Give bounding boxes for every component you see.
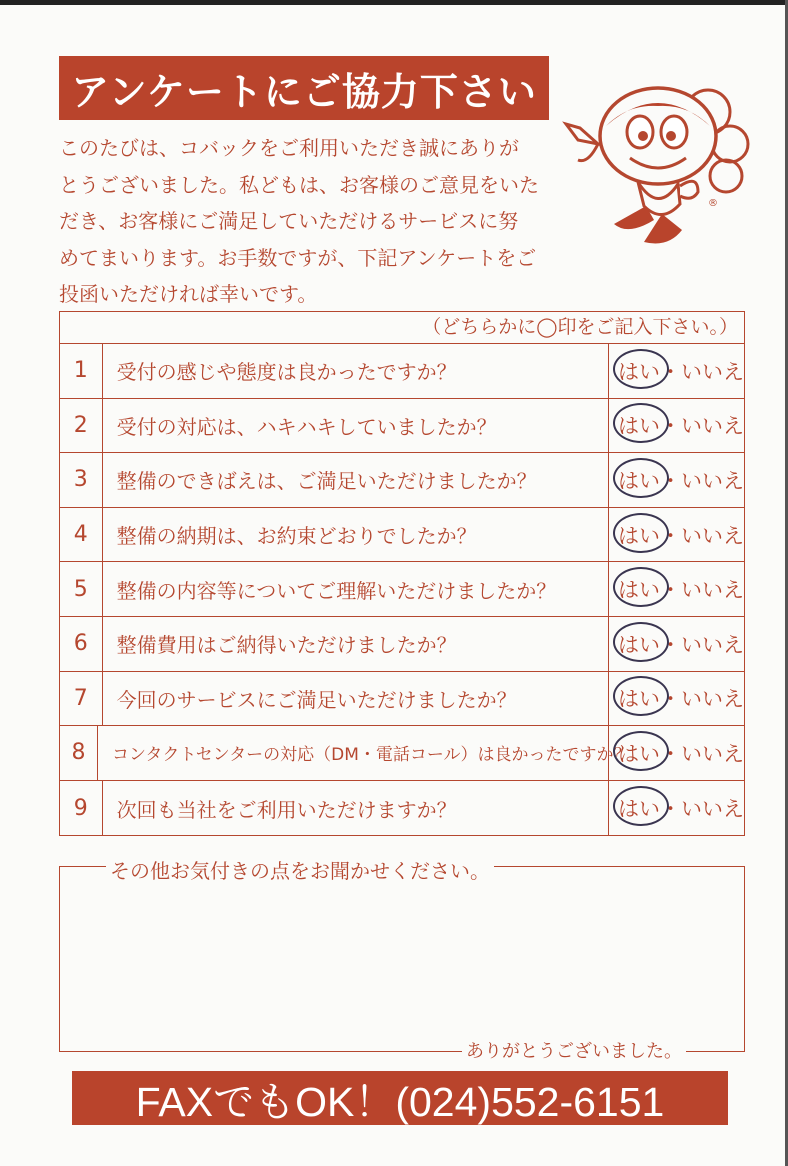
answer-yes[interactable]: はい	[618, 356, 660, 386]
answer-no[interactable]: いいえ	[681, 578, 744, 603]
answer-no[interactable]: いいえ	[681, 632, 744, 657]
question-number: 5	[60, 562, 103, 616]
answer-no[interactable]: いいえ	[681, 741, 744, 766]
question-number: 8	[60, 726, 98, 780]
survey-instruction: （どちらかに◯印をご記入下さい。）	[60, 312, 744, 344]
question-number: 2	[60, 399, 103, 453]
intro-line: めてまいります。お手数ですが、下記アンケートをご	[59, 245, 537, 270]
answer-yes[interactable]: はい	[618, 683, 660, 713]
survey-row	[60, 562, 744, 617]
answer-no[interactable]: いいえ	[681, 523, 744, 548]
answer-options[interactable]	[609, 508, 744, 562]
answer-no[interactable]: いいえ	[681, 687, 744, 712]
intro-text	[59, 130, 559, 313]
question-number: 1	[60, 344, 103, 398]
answer-options[interactable]	[609, 672, 744, 726]
question-text: 次回も当社をご利用いただけますか？	[103, 781, 609, 836]
question-text: 整備費用はご納得いただけましたか？	[103, 617, 609, 671]
answer-separator: ・	[660, 468, 681, 493]
answer-options[interactable]	[609, 344, 744, 398]
survey-row	[60, 344, 744, 399]
survey-row	[60, 508, 744, 563]
intro-line: このたびは、コバックをご利用いただき誠にありが	[59, 136, 519, 160]
answer-separator: ・	[660, 687, 681, 712]
intro-line: だき、お客様にご満足していただけるサービスに努	[59, 209, 519, 233]
answer-separator: ・	[660, 359, 681, 384]
question-text: コンタクトセンターの対応（DM・電話コール）は良かったですか？	[98, 726, 609, 780]
answer-options[interactable]	[609, 617, 744, 671]
answer-separator: ・	[660, 741, 681, 766]
answer-yes[interactable]: はい	[618, 793, 660, 823]
question-number: 4	[60, 508, 103, 562]
mascot-character-icon	[558, 74, 758, 254]
thanks-text: ありがとうございました。	[462, 1037, 686, 1063]
answer-yes[interactable]: はい	[618, 574, 660, 604]
intro-line: とうございました。私どもは、お客様のご意見をいた	[59, 172, 539, 197]
survey-row	[60, 781, 744, 836]
answer-no[interactable]: いいえ	[681, 359, 744, 384]
question-text: 今回のサービスにご満足いただけましたか？	[103, 672, 609, 726]
answer-options[interactable]	[609, 399, 744, 453]
answer-separator: ・	[660, 632, 681, 657]
comments-title: その他お気付きの点をお聞かせください。	[106, 855, 494, 884]
top-edge-line	[0, 0, 788, 5]
answer-yes[interactable]: はい	[618, 410, 660, 440]
answer-separator: ・	[660, 523, 681, 548]
survey-row	[60, 453, 744, 508]
question-text: 整備のできばえは、ご満足いただけましたか？	[103, 453, 609, 507]
question-text: 整備の納期は、お約束どおりでしたか？	[103, 508, 609, 562]
survey-table	[59, 311, 745, 836]
question-number: 3	[60, 453, 103, 507]
answer-separator: ・	[660, 797, 681, 822]
answer-options[interactable]	[609, 781, 744, 836]
question-number: 9	[60, 781, 103, 836]
question-text: 整備の内容等についてご理解いただけましたか？	[103, 562, 609, 616]
answer-no[interactable]: いいえ	[681, 468, 744, 493]
answer-no[interactable]: いいえ	[681, 797, 744, 822]
survey-row	[60, 399, 744, 454]
answer-yes[interactable]: はい	[618, 520, 660, 550]
answer-options[interactable]	[609, 562, 744, 616]
page-title: アンケートにご協力下さい	[59, 56, 549, 120]
survey-row	[60, 617, 744, 672]
trademark-symbol: ®	[708, 198, 718, 209]
question-text: 受付の対応は、ハキハキしていましたか？	[103, 399, 609, 453]
answer-yes[interactable]: はい	[618, 629, 660, 659]
comments-box[interactable]	[59, 859, 745, 1062]
answer-no[interactable]: いいえ	[681, 414, 744, 439]
answer-yes[interactable]: はい	[618, 465, 660, 495]
question-number: 7	[60, 672, 103, 726]
intro-line: 投函いただければ幸いです。	[59, 282, 318, 306]
survey-row	[60, 726, 744, 781]
question-number: 6	[60, 617, 103, 671]
fax-banner: FAXでもOK！(024)552-6151	[72, 1071, 728, 1125]
answer-separator: ・	[660, 578, 681, 603]
answer-separator: ・	[660, 414, 681, 439]
answer-yes[interactable]: はい	[618, 738, 660, 768]
answer-options[interactable]	[609, 453, 744, 507]
survey-row	[60, 672, 744, 727]
answer-options[interactable]	[609, 726, 744, 780]
question-text: 受付の感じや態度は良かったですか？	[103, 344, 609, 398]
